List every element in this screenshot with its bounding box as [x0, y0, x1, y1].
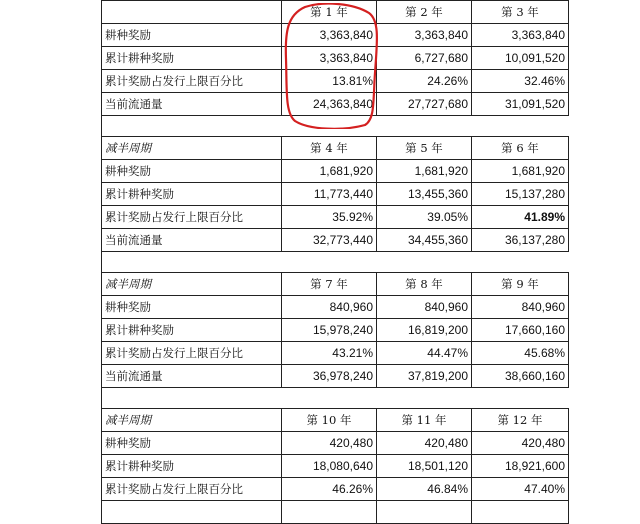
- row-label: 耕种奖励: [102, 160, 282, 183]
- cell-value: 24.26%: [377, 70, 472, 93]
- year-12-header: 第 12 年: [472, 409, 569, 432]
- spacer-row: [102, 388, 569, 409]
- year-2-header: 第 2 年: [377, 1, 472, 24]
- section-3-header-row: [102, 273, 569, 296]
- cell-value: 45.68%: [472, 342, 569, 365]
- row-label: 累计耕种奖励: [102, 183, 282, 206]
- cell-value: 420,480: [377, 432, 472, 455]
- year-6-header: 第 6 年: [472, 137, 569, 160]
- section-1-header-label: [102, 1, 282, 24]
- cell-value: 13.81%: [282, 70, 377, 93]
- cell-value: 15,978,240: [282, 319, 377, 342]
- cell-value: 31,091,520: [472, 93, 569, 116]
- spacer-cell: [377, 388, 472, 409]
- cell-value: 1,681,920: [377, 160, 472, 183]
- cut-off-cell: [282, 501, 377, 524]
- table-row: [102, 24, 569, 47]
- cell-value: 37,819,200: [377, 365, 472, 388]
- cell-value: 13,455,360: [377, 183, 472, 206]
- table-row: [102, 365, 569, 388]
- year-8-header: 第 8 年: [377, 273, 472, 296]
- table-row: [102, 455, 569, 478]
- cell-value: 6,727,680: [377, 47, 472, 70]
- cell-value: 36,137,280: [472, 229, 569, 252]
- spacer-cell: [102, 252, 282, 273]
- table-row-cut-off: [102, 501, 569, 524]
- spacer-cell: [472, 116, 569, 137]
- cut-off-cell: [102, 501, 282, 524]
- cell-value: 10,091,520: [472, 47, 569, 70]
- spacer-cell: [282, 388, 377, 409]
- section-4-header-row: [102, 409, 569, 432]
- row-label: 累计奖励占发行上限百分比: [102, 206, 282, 229]
- row-label: 耕种奖励: [102, 24, 282, 47]
- cell-value: 39.05%: [377, 206, 472, 229]
- cell-value: 3,363,840: [282, 47, 377, 70]
- reward-schedule-table: [101, 0, 569, 524]
- halving-period-label: 减半周期: [102, 409, 282, 432]
- cell-value: 16,819,200: [377, 319, 472, 342]
- cell-value: 18,501,120: [377, 455, 472, 478]
- year-7-header: 第 7 年: [282, 273, 377, 296]
- year-3-header: 第 3 年: [472, 1, 569, 24]
- cell-value: 46.84%: [377, 478, 472, 501]
- cell-value: 3,363,840: [282, 24, 377, 47]
- cell-value: 1,681,920: [282, 160, 377, 183]
- cell-value: 420,480: [282, 432, 377, 455]
- cell-value: 36,978,240: [282, 365, 377, 388]
- year-1-header: 第 1 年: [282, 1, 377, 24]
- cell-value: 44.47%: [377, 342, 472, 365]
- spacer-cell: [377, 116, 472, 137]
- row-label: 累计耕种奖励: [102, 47, 282, 70]
- row-label: 累计耕种奖励: [102, 455, 282, 478]
- cell-value: 1,681,920: [472, 160, 569, 183]
- cell-value: 32,773,440: [282, 229, 377, 252]
- cell-value: 43.21%: [282, 342, 377, 365]
- spacer-cell: [282, 252, 377, 273]
- cell-value: 34,455,360: [377, 229, 472, 252]
- halving-period-label: 减半周期: [102, 273, 282, 296]
- cut-off-cell: [377, 501, 472, 524]
- table-row: [102, 342, 569, 365]
- cell-value: 38,660,160: [472, 365, 569, 388]
- cut-off-cell: [472, 501, 569, 524]
- cell-value: 18,080,640: [282, 455, 377, 478]
- cell-value: 18,921,600: [472, 455, 569, 478]
- cell-value: 840,960: [472, 296, 569, 319]
- halving-period-label: 减半周期: [102, 137, 282, 160]
- table-row: [102, 160, 569, 183]
- row-label: 当前流通量: [102, 229, 282, 252]
- table-row: [102, 206, 569, 229]
- row-label: 累计奖励占发行上限百分比: [102, 478, 282, 501]
- spacer-cell: [472, 252, 569, 273]
- row-label: 累计奖励占发行上限百分比: [102, 70, 282, 93]
- table-row: [102, 93, 569, 116]
- reward-schedule-sheet: [101, 0, 568, 518]
- table-row: [102, 319, 569, 342]
- cell-value: 35.92%: [282, 206, 377, 229]
- spacer-cell: [472, 388, 569, 409]
- cell-value: 840,960: [282, 296, 377, 319]
- table-row: [102, 296, 569, 319]
- row-label: 累计奖励占发行上限百分比: [102, 342, 282, 365]
- table-row: [102, 47, 569, 70]
- spacer-row: [102, 252, 569, 273]
- row-label: 累计耕种奖励: [102, 319, 282, 342]
- cell-value: 46.26%: [282, 478, 377, 501]
- cell-value: 17,660,160: [472, 319, 569, 342]
- cell-value: 3,363,840: [377, 24, 472, 47]
- row-label: 当前流通量: [102, 93, 282, 116]
- row-label: 耕种奖励: [102, 432, 282, 455]
- year-9-header: 第 9 年: [472, 273, 569, 296]
- spacer-row: [102, 116, 569, 137]
- cell-value-highlighted: 41.89%: [472, 206, 569, 229]
- table-row: [102, 478, 569, 501]
- cell-value: 24,363,840: [282, 93, 377, 116]
- row-label: 耕种奖励: [102, 296, 282, 319]
- spacer-cell: [282, 116, 377, 137]
- table-row: [102, 70, 569, 93]
- table-row: [102, 229, 569, 252]
- spacer-cell: [102, 388, 282, 409]
- spacer-cell: [377, 252, 472, 273]
- cell-value: 3,363,840: [472, 24, 569, 47]
- section-2-header-row: [102, 137, 569, 160]
- row-label: 当前流通量: [102, 365, 282, 388]
- cell-value: 840,960: [377, 296, 472, 319]
- section-1-header-row: [102, 1, 569, 24]
- cell-value: 420,480: [472, 432, 569, 455]
- table-row: [102, 432, 569, 455]
- cell-value: 27,727,680: [377, 93, 472, 116]
- year-5-header: 第 5 年: [377, 137, 472, 160]
- year-4-header: 第 4 年: [282, 137, 377, 160]
- cell-value: 11,773,440: [282, 183, 377, 206]
- year-11-header: 第 11 年: [377, 409, 472, 432]
- cell-value: 47.40%: [472, 478, 569, 501]
- spacer-cell: [102, 116, 282, 137]
- cell-value: 32.46%: [472, 70, 569, 93]
- cell-value: 15,137,280: [472, 183, 569, 206]
- year-10-header: 第 10 年: [282, 409, 377, 432]
- table-row: [102, 183, 569, 206]
